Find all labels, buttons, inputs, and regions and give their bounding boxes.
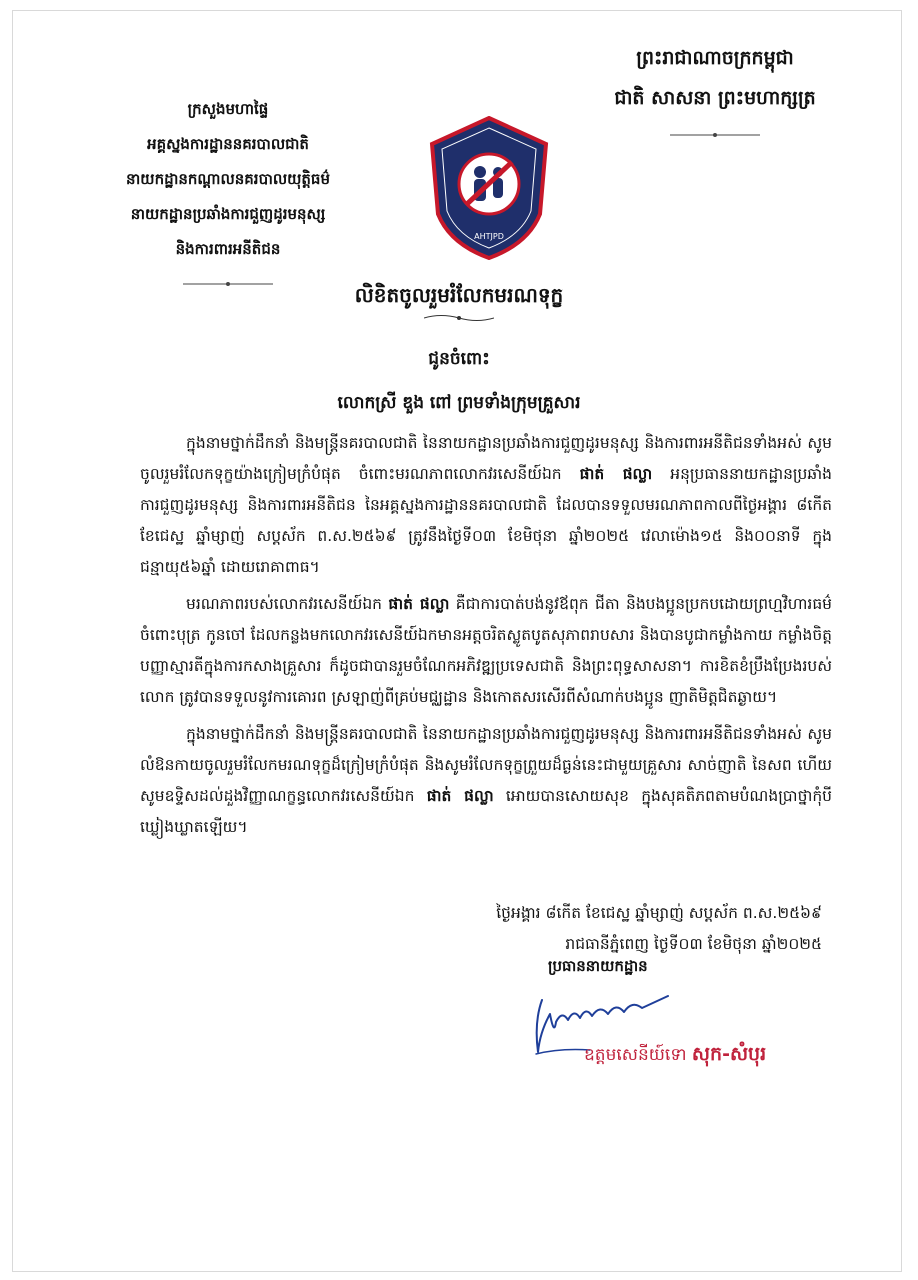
title-flourish <box>424 313 494 323</box>
ministry-header <box>78 92 378 287</box>
paragraph-text: មរណភាពរបស់លោកវរសេនីយ៍ឯក <box>186 595 389 613</box>
ministry-line: នាយកដ្ឋានប្រឆាំងការជួញដូរមនុស្ស <box>130 205 326 223</box>
paragraph-1 <box>140 428 832 583</box>
signer-name: សុក-សំបុរ <box>691 1043 767 1065</box>
paragraph-text: ក្នុងនាមថ្នាក់ដឹកនាំ និងមន្ត្រីនគរបាលជាតិ នៃនាយកដ្ឋានប្រឆាំងការជួញដូរមនុស្ស និងការពារអនីតិជនទាំងអស់ សូមចូលរួមរំលែកទុក្ខយ៉ាងក្រៀមក្រំបំផុត ចំពោះមរណភាពលោកវរសេនីយ៍ឯក <box>140 434 832 483</box>
deceased-name: ផាត់ ផល្លា <box>426 787 494 805</box>
deceased-name: ផាត់ ផល្លា <box>579 465 653 483</box>
letter-body <box>140 428 832 849</box>
solar-date: រាជធានីភ្នំពេញ ថ្ងៃទី០៣ ខែមិថុនា ឆ្នាំ២០២៥ <box>565 935 822 953</box>
paragraph-text: អនុប្រធាននាយកដ្ឋានប្រឆាំងការជួញដូរមនុស្ស និងការពារអនីតិជន នៃអគ្គស្នងការដ្ឋាននគរបាលជាតិ ដែលបានទទួលមរណភាពកាលពីថ្ងៃអង្គារ ៨កើត ខែជេស្ឋ ឆ្នាំម្សាញ់ សប្តស័ក ព.ស.២៥៦៩ ត្រូវនឹងថ្ងៃទី០៣ ខែមិថុនា ឆ្នាំ២០២៥ វេលាម៉ោង១៥ និង០០នាទី ក្នុងជន្មាយុ៥៦ឆ្នាំ ដោយរោគាពាធ។ <box>140 465 832 576</box>
recipient-name: លោកស្រី ឌួង ពៅ ព្រមទាំងក្រុមគ្រួសារ <box>337 393 581 413</box>
department-logo <box>428 116 550 260</box>
header-divider <box>670 132 760 138</box>
date-block <box>496 898 822 960</box>
ministry-line: ក្រសួងមហាផ្ទៃ <box>187 100 269 118</box>
kingdom-motto: ជាតិ សាសនា ព្រះមហាក្សត្រ <box>614 87 816 109</box>
ministry-line: និងការពារអនីតិជន <box>175 240 281 258</box>
paragraph-2 <box>140 589 832 713</box>
logo-text: AHTJPD <box>474 232 504 241</box>
recipient-heading: ជូនចំពោះ <box>428 349 490 369</box>
paragraph-text: អោយបានសោយសុខ ក្នុងសុគតិភពតាមបំណងប្រាថ្នាកុំបីឃ្លៀងឃ្លាតឡើយ។ <box>140 787 833 836</box>
deceased-name: ផាត់ ផល្លា <box>388 595 450 613</box>
ministry-line: អគ្គស្នងការដ្ឋាននគរបាលជាតិ <box>147 135 309 153</box>
signer-rank: ឧត្តមសេនីយ៍ទោ <box>584 1045 692 1065</box>
signatory-title: ប្រធាននាយកដ្ឋាន <box>548 957 648 975</box>
lunar-date: ថ្ងៃអង្គារ ៨កើត ខែជេស្ឋ ឆ្នាំម្សាញ់ សប្តស័ក ព.ស.២៥៦៩ <box>496 904 822 922</box>
paragraph-text: ក្នុងនាមថ្នាក់ដឹកនាំ និងមន្ត្រីនគរបាលជាតិ នៃនាយកដ្ឋានប្រឆាំងការជួញដូរមនុស្ស និងការពារអនីតិជនទាំងអស់ សូមលំឱនកាយចូលរួមរំលែកមរណទុក្ខដ៏ក្រៀមក្រំបំផុត និងសូមរំលែកទុក្ខព្រួយដ៏ធ្ងន់នេះជាមួយគ្រួសារ សាច់ញាតិ នៃសព ហើយសូមឧទ្ទិសដល់ដួងវិញ្ញាណក្ខន្ធលោកវរសេនីយ៍ឯក <box>140 725 832 805</box>
signer <box>584 1042 766 1070</box>
kingdom-line: ព្រះរាជាណាចក្រកម្ពុជា <box>636 47 794 69</box>
paragraph-text: គឺជាការបាត់បង់នូវឪពុក ជីតា និងបងប្អូនប្រកបដោយព្រហ្មវិហារធម៌ចំពោះបុត្រ កូនចៅ ដែលកន្លងមកលោកវរសេនីយ៍ឯកមានអត្តចរិតស្លូតបូតសុភាពរាបសារ និងបានបូជាកម្លាំងកាយ កម្លាំងចិត្ត បញ្ញាស្មារតីក្នុងការកសាងគ្រួសារ ក៏ដូចជាបានរួមចំណែកអភិវឌ្ឍប្រទេសជាតិ និងព្រះពុទ្ធសាសនា។ ការខិតខំប្រឹងប្រែងរបស់លោក ត្រូវបានទទួលនូវការគោរព ស្រឡាញ់ពីគ្រប់មជ្ឈដ្ឋាន និងកោតសរសើរពីសំណាក់បងប្អូន ញាតិមិត្តជិតឆ្ងាយ។ <box>140 595 833 706</box>
kingdom-header <box>590 38 840 138</box>
paragraph-3 <box>140 719 832 843</box>
ministry-line: នាយកដ្ឋានកណ្ដាលនគរបាលយុត្តិធម៌ <box>126 170 330 188</box>
document-title: លិខិតចូលរួមរំលែកមរណទុក្ខ <box>354 283 564 307</box>
